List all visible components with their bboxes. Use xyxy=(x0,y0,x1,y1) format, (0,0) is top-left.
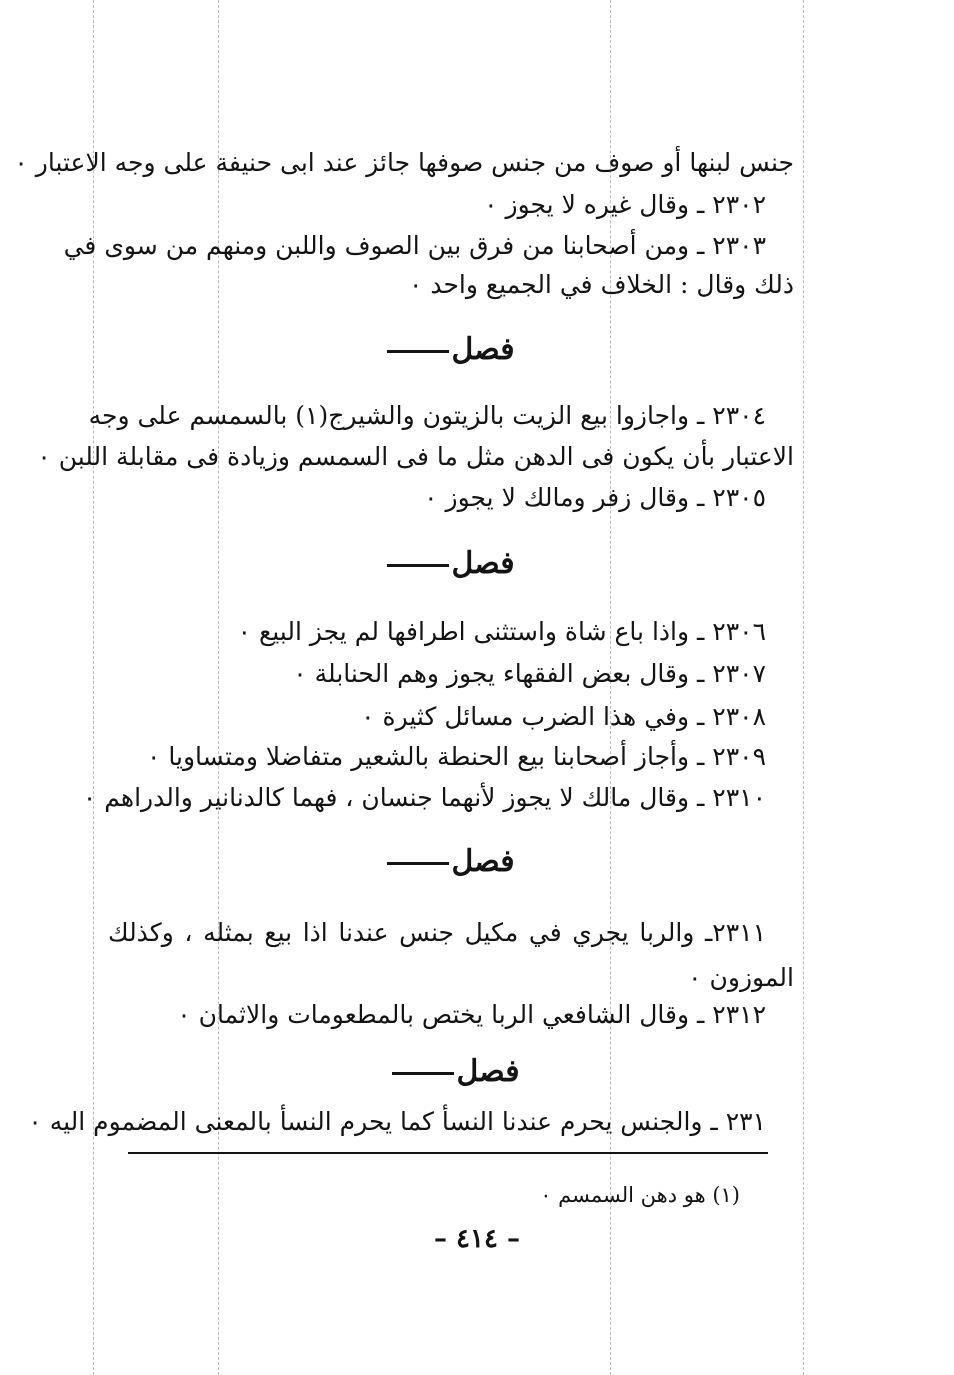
text-line: ٢٣١٠ ـ وقال مالك لا يجوز لأنهما جنسان ، فهما كالدنانير والدراهم ٠ xyxy=(82,783,766,812)
heading-stroke xyxy=(387,350,449,353)
text-line: ٢٣٠٩ ـ وأجاز أصحابنا بيع الحنطة بالشعير متفاضلا ومتساويا ٠ xyxy=(147,742,766,771)
footnote-separator xyxy=(128,1152,768,1154)
text-line: ٢٣٠٣ ـ ومن أصحابنا من فرق بين الصوف واللبن ومنهم من سوى في xyxy=(63,231,766,260)
text-line: ٢٣١١ـ والربا يجري في مكيل جنس عندنا اذا بيع بمثله ، وكذلك xyxy=(108,918,766,947)
text-line: ٢٣٠٨ ـ وفي هذا الضرب مسائل كثيرة ٠ xyxy=(361,702,766,731)
heading-stroke xyxy=(387,564,449,567)
text-line: ٢٣١٢ ـ وقال الشافعي الربا يختص بالمطعومات والاثمان ٠ xyxy=(177,1000,766,1029)
section-heading: فصل xyxy=(350,544,550,584)
heading-stroke xyxy=(392,1072,454,1075)
text-line: الاعتبار بأن يكون فى الدهن مثل ما فى السمسم وزيادة فى مقابلة اللبن ٠ xyxy=(37,442,794,471)
text-line: ٢٣٠٦ ـ واذا باع شاة واستثنى اطرافها لم يجز البيع ٠ xyxy=(237,617,766,646)
page-number-value: ٤١٤ xyxy=(456,1224,498,1254)
section-heading: فصل xyxy=(355,1052,555,1092)
text-line: جنس لبنها أو صوف من جنس صوفها جائز عند ابى حنيفة على وجه الاعتبار ٠ xyxy=(14,148,794,177)
text-line: ٢٣٠٧ ـ وقال بعض الفقهاء يجوز وهم الحنابلة ٠ xyxy=(293,659,766,688)
heading-stroke xyxy=(387,862,449,865)
scan-guide-line xyxy=(93,0,94,1375)
text-line: ٢٣٠٥ ـ وقال زفر ومالك لا يجوز ٠ xyxy=(424,483,766,512)
text-line: ٢٣١ ـ والجنس يحرم عندنا النسأ كما يحرم النسأ بالمعنى المضموم اليه ٠ xyxy=(28,1107,766,1136)
text-line: ٢٣٠٤ ـ واجازوا بيع الزيت بالزيتون والشيرج(١) بالسمسم على وجه xyxy=(88,401,766,430)
footnote: (١) هو دهن السمسم ٠ xyxy=(540,1183,740,1207)
scan-guide-line xyxy=(803,0,804,1375)
text-line: الموزون ٠ xyxy=(688,963,794,992)
page-number: – ٤١٤ – xyxy=(433,1224,521,1254)
section-heading: فصل xyxy=(350,842,550,882)
text-line: ٢٣٠٢ ـ وقال غيره لا يجوز ٠ xyxy=(484,190,766,219)
section-heading: فصل xyxy=(350,330,550,370)
text-line: ذلك وقال : الخلاف في الجميع واحد ٠ xyxy=(408,270,794,299)
